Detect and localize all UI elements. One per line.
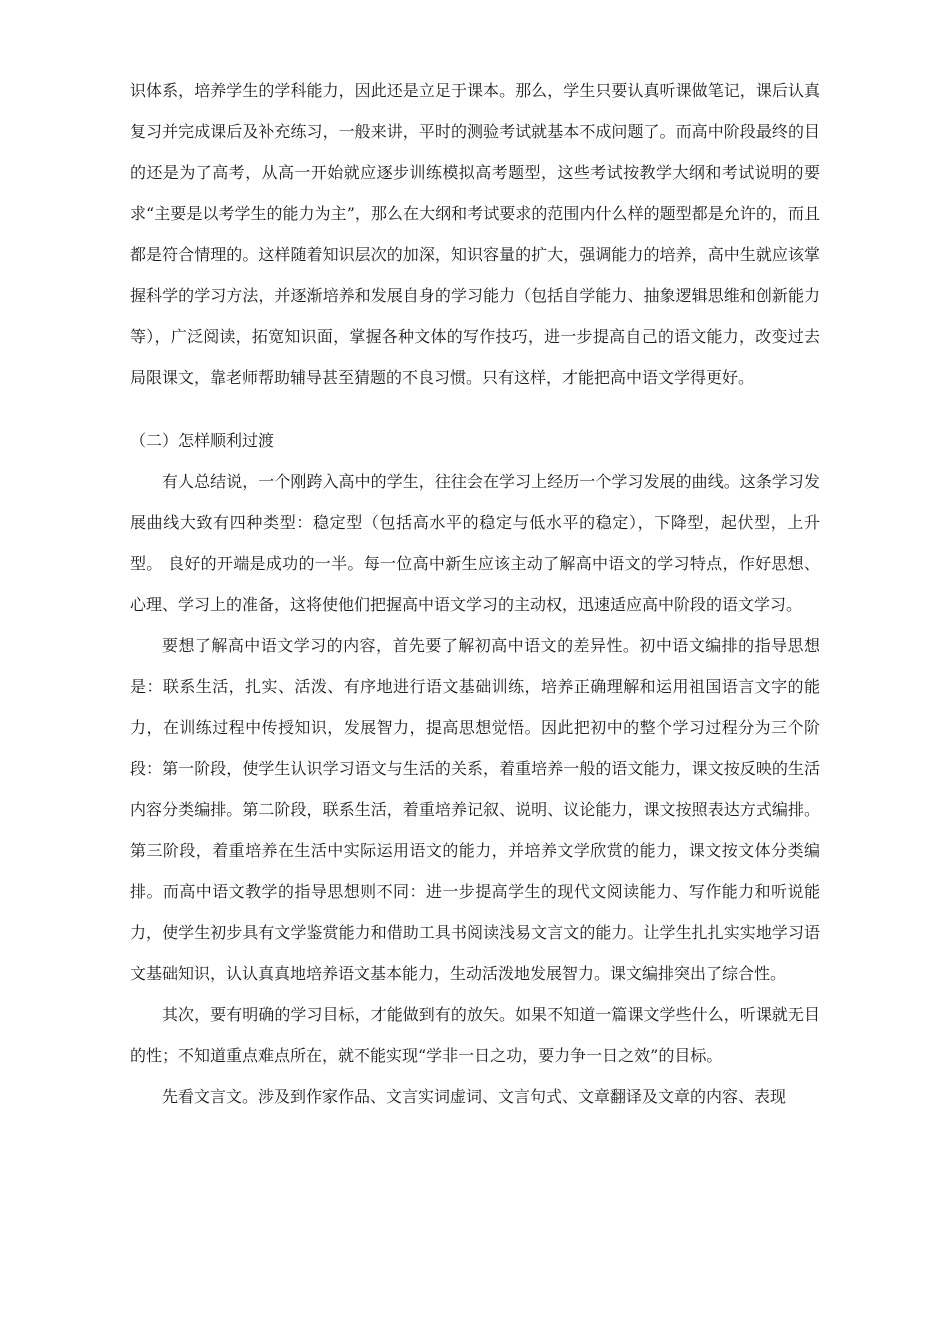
paragraph-curriculum-differences: 要想了解高中语文学习的内容，首先要了解初高中语文的差异性。初中语文编排的指导思想是：联系生活，扎实、活泼、有序地进行语文基础训练，培养正确理解和运用祖国语言文字的能力，在训练过程中传授知识，发展智力，提高思想觉悟。因此把初中的整个学习过程分为三个阶段：第一阶段，使学生认识学习语文与生活的关系，着重培养一般的语文能力，课文按反映的生活内容分类编排。第二阶段，联系生活，着重培养记叙、说明、议论能力，课文按照表达方式编排。第三阶段，着重培养在生活中实际运用语文的能力，并培养文学欣赏的能力，课文按文体分类编排。而高中语文教学的指导思想则不同：进一步提高学生的现代文阅读能力、写作能力和听说能力，使学生初步具有文学鉴赏能力和借助工具书阅读浅易文言文的能力。让学生扎扎实实地学习语文基础知识，认认真真地培养语文基本能力，生动活泼地发展智力。课文编排突出了综合性。 — [130, 636, 820, 983]
paragraph-classical-chinese: 先看文言文。涉及到作家作品、文言实词虚词、文言句式、文章翻译及文章的内容、表现 — [162, 1087, 787, 1106]
section-heading: （二）怎样顺利过渡 — [130, 431, 275, 450]
document-page — [130, 70, 820, 1117]
paragraph-learning-curve: 有人总结说，一个刚跨入高中的学生，往往会在学习上经历一个学习发展的曲线。这条学习发展曲线大致有四种类型：稳定型（包括高水平的稳定与低水平的稳定），下降型，起伏型，上升型。 良好的开端是成功的一半。每一位高中新生应该主动了解高中语文的学习特点，作好思想、心理、学习上的准备，这将使他们把握高中语文学习的主动权，迅速适应高中阶段的语文学习。 — [130, 472, 820, 614]
paragraph-intro: 识体系，培养学生的学科能力，因此还是立足于课本。那么，学生只要认真听课做笔记，课后认真复习并完成课后及补充练习，一般来讲，平时的测验考试就基本不成问题了。而高中阶段最终的目的还是为了高考，从高一开始就应逐步训练模拟高考题型，这些考试按教学大纲和考试说明的要求“主要是以考学生的能力为主”，那么在大纲和考试要求的范围内什么样的题型都是允许的，而且都是符合情理的。这样随着知识层次的加深，知识容量的扩大，强调能力的培养，高中生就应该掌握科学的学习方法，并逐渐培养和发展自身的学习能力（包括自学能力、抽象逻辑思维和创新能力等），广泛阅读，拓宽知识面，掌握各种文体的写作技巧，进一步提高自己的语文能力，改变过去局限课文，靠老师帮助辅导甚至猜题的不良习惯。只有这样，才能把高中语文学得更好。 — [130, 81, 820, 387]
paragraph-learning-goals: 其次，要有明确的学习目标，才能做到有的放矢。如果不知道一篇课文学些什么，听课就无目的性；不知道重点难点所在，就不能实现“学非一日之功，要力争一日之效”的目标。 — [130, 1005, 820, 1065]
